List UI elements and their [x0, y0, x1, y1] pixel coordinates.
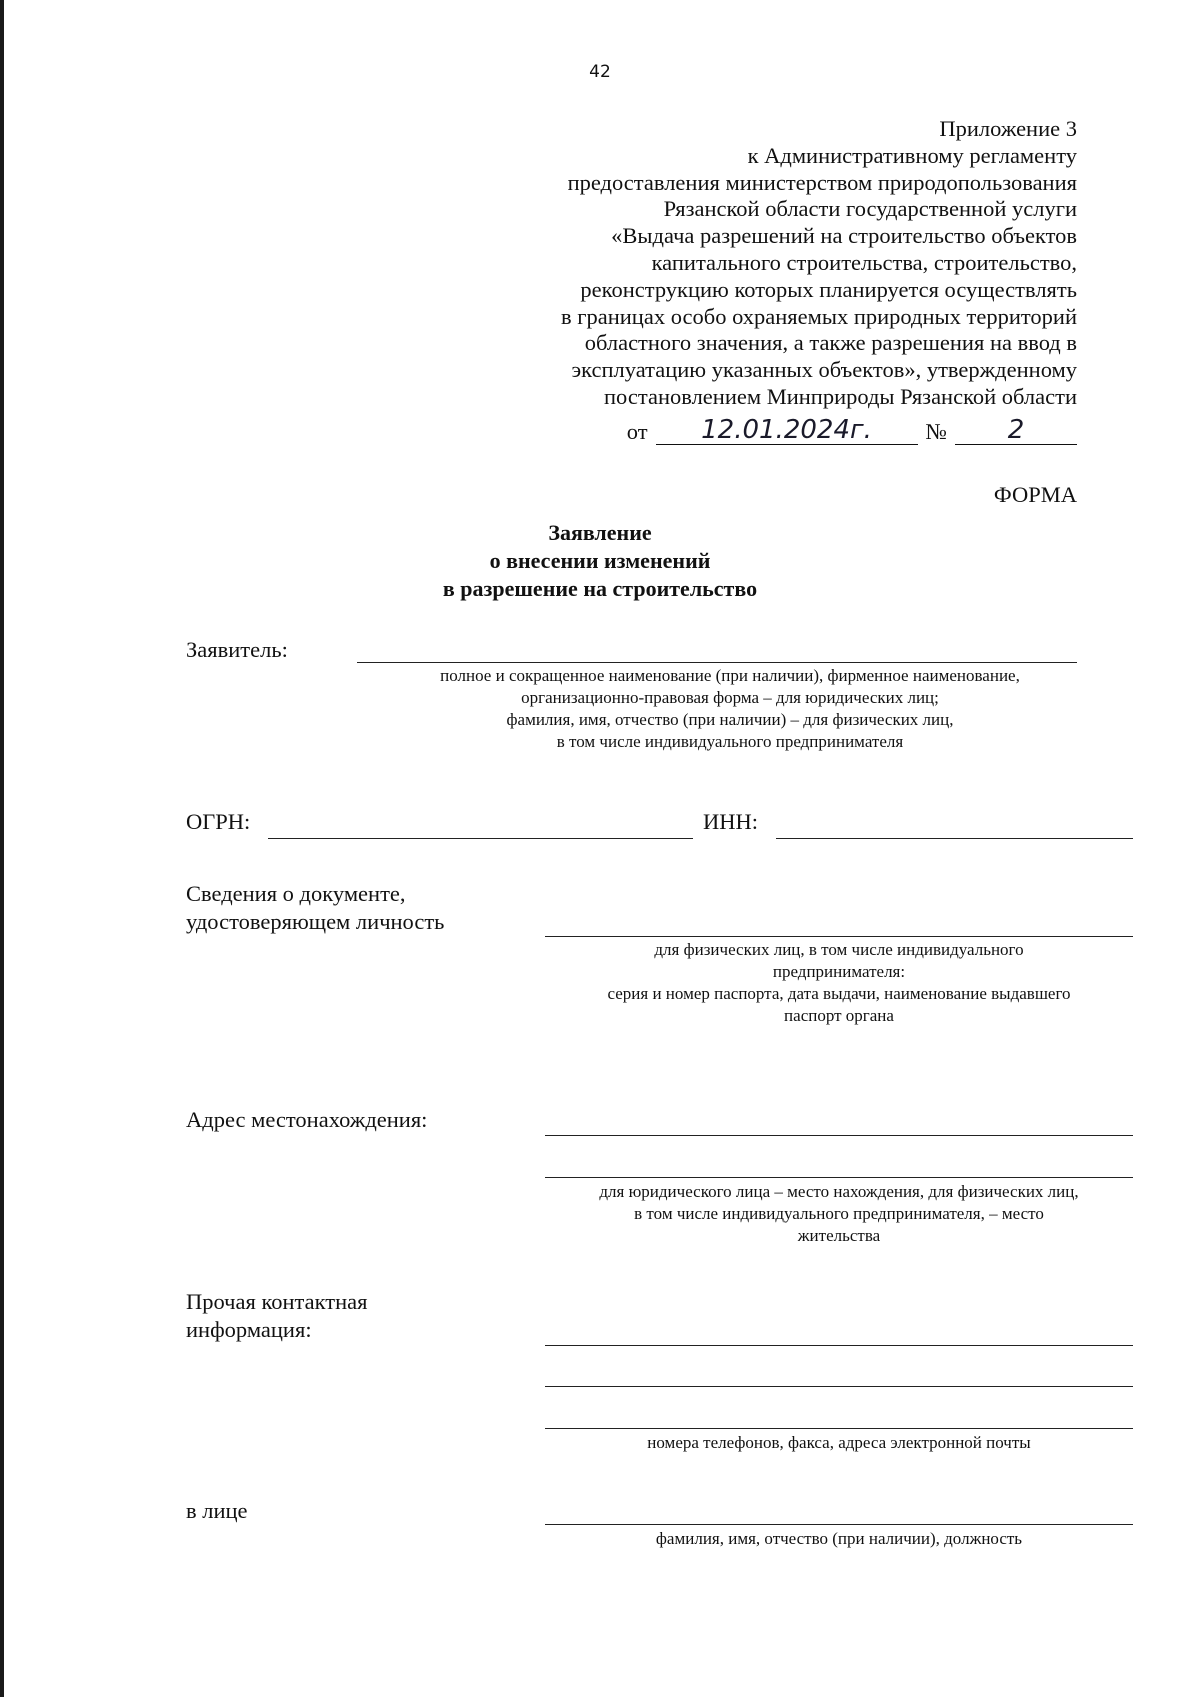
document-title: [0, 519, 1200, 603]
ogrn-label: ОГРН:: [186, 809, 251, 834]
page-number: 42: [589, 62, 611, 82]
identity-doc-label: [186, 880, 444, 936]
contacts-input-line-2[interactable]: [545, 1386, 1133, 1387]
hint-line: предпринимателя:: [772, 962, 906, 981]
contacts-label: [186, 1288, 367, 1344]
appendix-line: областного значения, а также разрешения на ввод в: [584, 330, 1077, 356]
appendix-line: в границах особо охраняемых природных территорий: [561, 303, 1077, 329]
hint-line: серия и номер паспорта, дата выдачи, наименование выдавшего: [607, 984, 1071, 1003]
scan-edge: [0, 0, 4, 1697]
hint-line: в том числе индивидуального предпринимателя: [556, 732, 904, 751]
identity-doc-hint: [545, 939, 1133, 1027]
ogrn-input-line[interactable]: [268, 838, 693, 839]
appendix-header: [561, 116, 1077, 411]
title-line: в разрешение на строительство: [442, 576, 758, 601]
form-label: ФОРМА: [993, 482, 1077, 507]
hint-line: для физических лиц, в том числе индивидуального: [654, 940, 1024, 959]
number-label: №: [925, 419, 947, 444]
applicant-hint: [370, 665, 1090, 753]
hint-line: паспорт органа: [784, 1006, 894, 1025]
label-line: Сведения о документе,: [186, 881, 406, 906]
applicant-input-line[interactable]: [357, 662, 1077, 663]
address-hint: [545, 1181, 1133, 1247]
appendix-line: к Административному регламенту: [747, 142, 1077, 168]
address-input-line-1[interactable]: [545, 1135, 1133, 1136]
representative-input-line[interactable]: [545, 1524, 1133, 1525]
address-input-line-2[interactable]: [545, 1177, 1133, 1178]
label-line: удостоверяющем личность: [186, 909, 445, 934]
contacts-hint: номера телефонов, факса, адреса электронной почты: [647, 1433, 1031, 1452]
appendix-line: «Выдача разрешений на строительство объектов: [611, 223, 1077, 249]
approval-date-field[interactable]: 12.01.2024г.: [656, 416, 918, 445]
title-line: о внесении изменений: [489, 548, 711, 573]
representative-label: в лице: [186, 1498, 248, 1523]
hint-line: в том числе индивидуального предпринимателя, – место: [634, 1204, 1044, 1223]
representative-hint: фамилия, имя, отчество (при наличии), должность: [655, 1529, 1023, 1548]
hint-line: фамилия, имя, отчество (при наличии) – для физических лиц,: [506, 710, 954, 729]
contacts-input-line-3[interactable]: [545, 1428, 1133, 1429]
applicant-label: Заявитель:: [186, 637, 288, 662]
appendix-line: Рязанской области государственной услуги: [663, 196, 1077, 222]
appendix-line: реконструкцию которых планируется осуществлять: [580, 276, 1077, 302]
identity-doc-input-line[interactable]: [545, 936, 1133, 937]
title-line: Заявление: [548, 520, 652, 545]
from-label: от: [626, 419, 648, 444]
hint-line: для юридического лица – место нахождения, для физических лиц,: [599, 1182, 1079, 1201]
hint-line: полное и сокращенное наименование (при наличии), фирменное наименование,: [440, 666, 1020, 685]
appendix-line: Приложение 3: [939, 116, 1077, 141]
hint-line: жительства: [797, 1226, 881, 1245]
label-line: Прочая контактная: [186, 1289, 368, 1314]
approval-number-field[interactable]: 2: [955, 416, 1077, 445]
approval-date-row: [627, 416, 1077, 445]
appendix-line: капитального строительства, строительство,: [651, 249, 1077, 275]
inn-label: ИНН:: [703, 809, 758, 834]
appendix-line: постановлением Минприроды Рязанской области: [604, 383, 1077, 409]
address-label: Адрес местонахождения:: [186, 1107, 428, 1132]
contacts-input-line-1[interactable]: [545, 1345, 1133, 1346]
appendix-line: эксплуатацию указанных объектов», утвержденному: [571, 357, 1077, 383]
hint-line: организационно-правовая форма – для юридических лиц;: [521, 688, 939, 707]
label-line: информация:: [186, 1317, 312, 1342]
inn-input-line[interactable]: [776, 838, 1133, 839]
appendix-line: предоставления министерством природопользования: [567, 169, 1077, 195]
